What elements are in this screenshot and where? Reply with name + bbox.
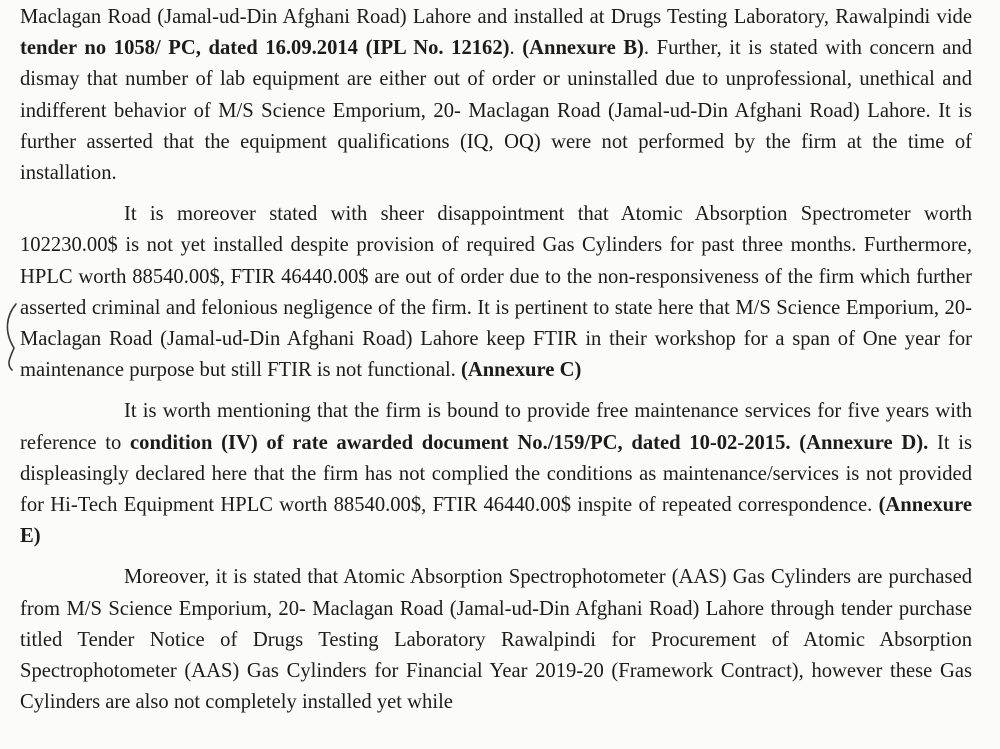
paragraph-text: It is worth mentioning that the firm is bound to provide free maintenance services for five years with reference to: [20, 400, 972, 454]
paragraph-text: Maclagan Road (Jamal-ud-Din Afghani Road) Lahore and installed at Drugs Testing Laboratory, Rawalpindi vide: [20, 6, 972, 28]
bold-reference-text: (Annexure E): [20, 494, 972, 548]
paragraph-text: . Further, it is stated with concern and dismay that number of lab equipment are either out of order or uninstalled due to unprofessional, unethical and indifferent behavior of M/S Science Emporium, 20- Maclagan Road (Jamal-ud-Din Afghani Road) Lahore. It is further asserted that the equipment qualifications (IQ, OQ) were not performed by the firm at the time of installation.: [20, 37, 972, 185]
paragraph: [20, 562, 972, 718]
bold-reference-text: (Annexure C): [460, 359, 582, 382]
paragraph-text: It is moreover stated with sheer disappointment that Atomic Absorption Spectrometer worth 102230.00$ is not yet installed despite provision of required Gas Cylinders for past three months. Furthermore, HPLC worth 88540.00$, FTIR 46440.00$ are out of order due to the non-responsiveness of the firm which further asserted criminal and felonious negligence of the firm. It is pertinent to state here that M/S Science Emporium, 20- Maclagan Road (Jamal-ud-Din Afghani Road) Lahore keep FTIR in their workshop for a span of One year for maintenance purpose but still FTIR is not functional.: [20, 203, 972, 382]
paragraph: [20, 396, 972, 552]
bold-reference-text: (Annexure B): [522, 37, 644, 60]
paragraph: [20, 199, 972, 386]
bold-reference-text: condition (IV) of rate awarded document No./159/PC, dated 10-02-2015. (Annexure D).: [130, 431, 929, 454]
document-body: [20, 2, 972, 718]
paragraph: [20, 2, 972, 189]
paragraph-text: It is displeasingly declared here that the firm has not complied the conditions as maintenance/services is not provided for Hi-Tech Equipment HPLC worth 88540.00$, FTIR 46440.00$ inspite of repeated correspondence.: [20, 431, 973, 517]
handwritten-margin-bracket-icon: [0, 302, 22, 372]
bold-reference-text: tender no 1058/ PC, dated 16.09.2014 (IPL No. 12162): [20, 37, 510, 60]
paragraph-text: .: [509, 37, 523, 60]
paragraph-text: Moreover, it is stated that Atomic Absorption Spectrophotometer (AAS) Gas Cylinders are purchased from M/S Science Emporium, 20- Maclagan Road (Jamal-ud-Din Afghani Road) Lahore through tender purchase titled Tender Notice of Drugs Testing Laboratory Rawalpindi for Procurement of Atomic Absorption Spectrophotometer (AAS) Gas Cylinders for Financial Year 2019-20 (Framework Contract), however these Gas Cylinders are also not completely installed yet while: [20, 566, 972, 714]
